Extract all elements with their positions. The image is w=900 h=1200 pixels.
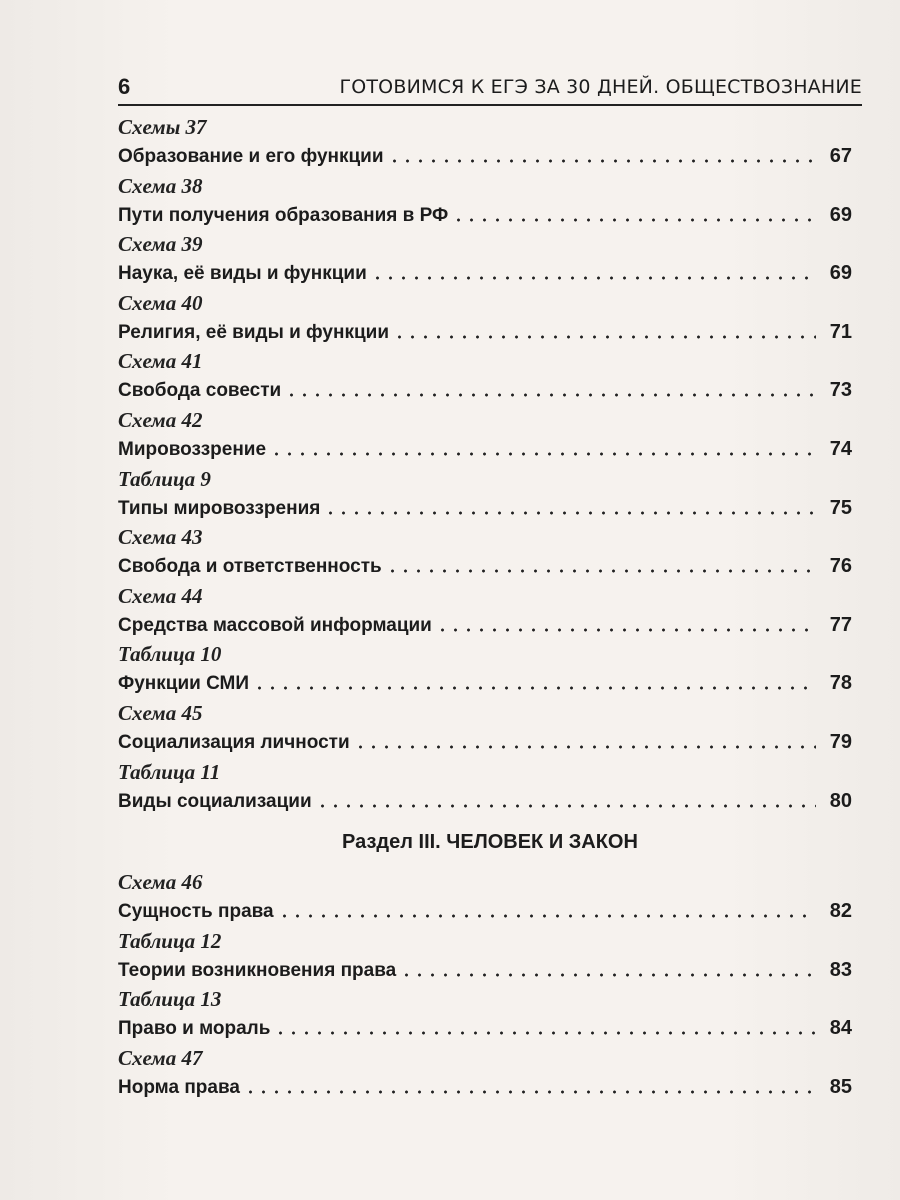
toc-entry-line <box>118 1014 862 1040</box>
toc-entry <box>118 464 862 523</box>
toc-entry-label: Таблица 10 <box>118 642 222 667</box>
toc-entry-title: Типы мировоззрения <box>118 497 321 519</box>
toc-entry-line <box>118 552 862 578</box>
toc-entry-title: Пути получения образования в РФ <box>118 204 449 226</box>
dot-leader <box>278 914 816 918</box>
dot-leader <box>244 1090 816 1094</box>
toc-entry-page: 75 <box>829 496 852 519</box>
page-header <box>118 74 862 106</box>
toc-entry-label: Схема 40 <box>118 290 203 315</box>
dot-leader <box>371 276 816 280</box>
toc-entry-title: Образование и его функции <box>118 146 384 167</box>
toc-entry-line <box>118 201 862 227</box>
toc-entry <box>118 984 862 1043</box>
dot-leader <box>386 569 816 573</box>
toc-entry-label: Схема 38 <box>118 173 203 198</box>
page-number: 6 <box>118 74 131 99</box>
toc-entry <box>118 522 862 581</box>
dot-leader <box>388 159 816 163</box>
toc-entry-page: 71 <box>829 320 852 343</box>
toc-entry <box>118 926 862 985</box>
toc-entry-label: Схема 44 <box>118 583 203 608</box>
toc-entry-page: 85 <box>829 1075 852 1098</box>
toc-entry-label: Таблица 12 <box>118 928 222 953</box>
toc-entry-title: Средства массовой информации <box>118 614 432 636</box>
toc-entry-label: Схема 43 <box>118 525 203 550</box>
toc-entry-title: Норма права <box>118 1076 240 1098</box>
toc-entry-page: 76 <box>829 555 852 578</box>
toc-entry-line <box>118 376 862 402</box>
dot-leader <box>452 218 816 222</box>
toc-entry-title: Наука, её виды и функции <box>118 263 367 285</box>
toc-entry-line <box>118 435 862 461</box>
toc-entry-title: Религия, её виды и функции <box>118 321 390 343</box>
toc-entry-page: 79 <box>829 730 852 753</box>
toc-entry-line <box>118 494 862 520</box>
toc-entry-page: 74 <box>829 437 852 460</box>
toc-entry-line <box>118 728 862 754</box>
toc-entry-line <box>118 787 862 813</box>
toc-entry-line <box>118 318 862 344</box>
toc-entry-title: Свобода совести <box>118 380 282 402</box>
section-heading <box>118 815 862 867</box>
running-title: ГОТОВИМСЯ К ЕГЭ ЗА 30 ДНЕЙ. ОБЩЕСТВОЗНАНИЕ <box>339 76 862 98</box>
toc-entry-line <box>118 611 862 637</box>
toc-entry-title: Функции СМИ <box>118 673 250 695</box>
toc-entry-page: 69 <box>829 203 852 226</box>
toc-entry <box>118 346 862 405</box>
toc-entry-label: Схема 41 <box>118 349 203 374</box>
toc-entry-title: Свобода и ответственность <box>118 556 382 578</box>
toc-entry-title: Право и мораль <box>118 1018 271 1040</box>
dot-leader <box>285 393 816 397</box>
toc-entry-label: Схемы 37 <box>118 115 207 139</box>
toc-entry-line <box>118 142 862 168</box>
toc-entry-line <box>118 956 862 982</box>
dot-leader <box>270 452 816 456</box>
toc-entry-label: Таблица 13 <box>118 987 222 1012</box>
dot-leader <box>393 335 816 339</box>
toc-entry-page: 73 <box>829 379 852 402</box>
section-title: Раздел III. ЧЕЛОВЕК И ЗАКОН <box>342 831 638 854</box>
toc-entry-title: Мировоззрение <box>118 438 267 460</box>
toc-entry <box>118 112 862 171</box>
toc-entry <box>118 757 862 816</box>
toc-entry-page: 67 <box>829 145 852 167</box>
dot-leader <box>253 686 816 690</box>
toc-entry <box>118 698 862 757</box>
toc-entry-page: 78 <box>829 672 852 695</box>
toc-entry-title: Виды социализации <box>118 790 312 812</box>
toc-entry-label: Схема 46 <box>118 870 203 895</box>
toc-entry-page: 83 <box>829 958 852 981</box>
dot-leader <box>436 628 816 632</box>
toc-entry-title: Социализация личности <box>118 731 350 753</box>
toc-entry-title: Теории возникновения права <box>118 959 397 981</box>
toc-entry-line <box>118 259 862 285</box>
toc-entry <box>118 639 862 698</box>
toc-entry-label: Схема 45 <box>118 700 203 725</box>
toc-entry-line <box>118 1073 862 1099</box>
toc-entry-label: Таблица 9 <box>118 466 211 491</box>
toc-entry <box>118 229 862 288</box>
toc-entry <box>118 171 862 230</box>
toc-entry-page: 77 <box>829 613 852 636</box>
dot-leader <box>354 745 816 749</box>
dot-leader <box>324 511 816 515</box>
toc-entry-line <box>118 897 862 923</box>
dot-leader <box>316 804 816 808</box>
toc-entry <box>118 288 862 347</box>
table-of-contents <box>118 112 862 1102</box>
toc-entry-page: 82 <box>829 900 852 923</box>
toc-entry-label: Схема 39 <box>118 232 203 257</box>
toc-entry <box>118 1043 862 1102</box>
toc-entry-page: 69 <box>829 262 852 285</box>
toc-entry-line <box>118 669 862 695</box>
toc-entry-title: Сущность права <box>118 901 274 923</box>
toc-entry-label: Схема 42 <box>118 407 203 432</box>
toc-entry-page: 84 <box>829 1017 852 1040</box>
dot-leader <box>400 973 816 977</box>
toc-entry-label: Схема 47 <box>118 1045 203 1070</box>
toc-entry <box>118 405 862 464</box>
toc-entry-page: 80 <box>829 789 852 812</box>
toc-entry <box>118 581 862 640</box>
toc-entry <box>118 867 862 926</box>
dot-leader <box>274 1031 816 1035</box>
toc-entry-label: Таблица 11 <box>118 759 221 784</box>
